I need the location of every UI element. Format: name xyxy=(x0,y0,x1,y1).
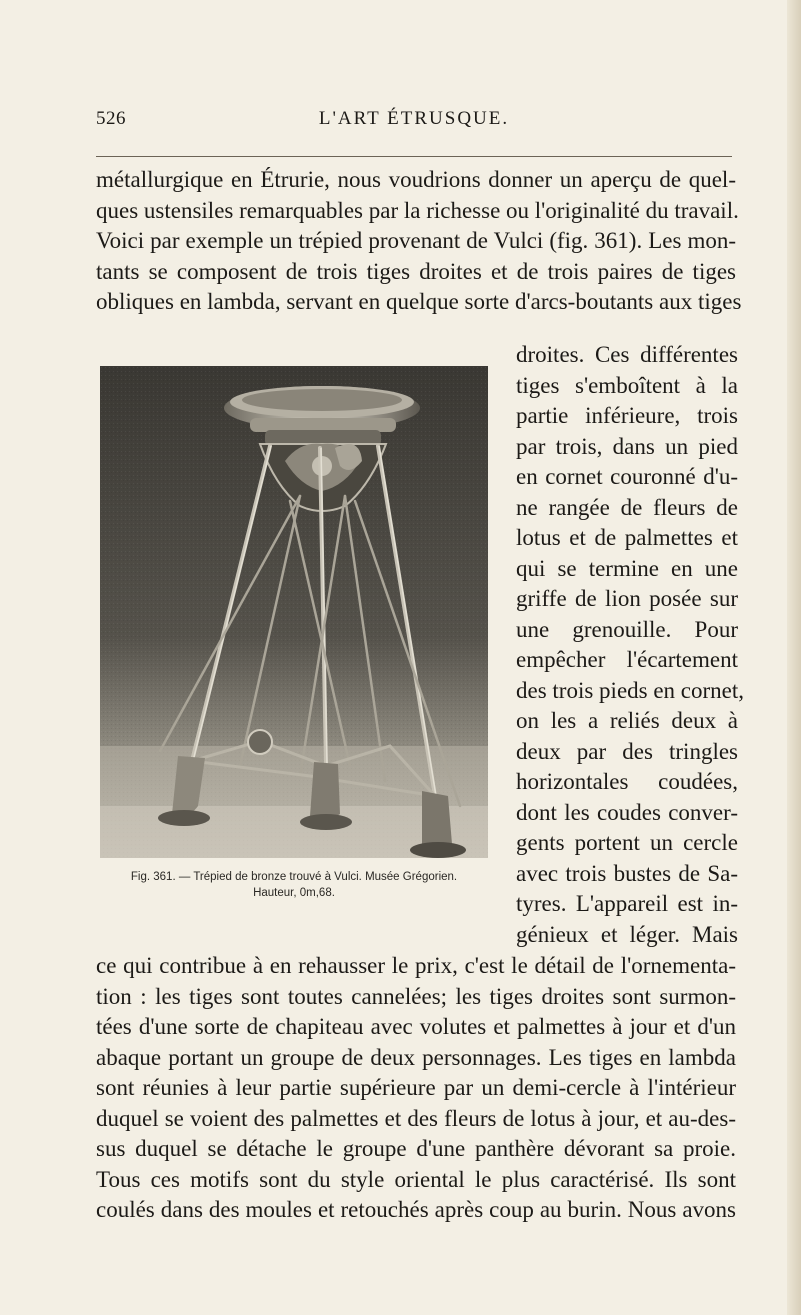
text-line: duquel se voient des palmettes et des fleurs de lotus à jour, et au-des- xyxy=(96,1105,736,1131)
text-line: Voici par exemple un trépied provenant de Vulci (fig. 361). Les mon- xyxy=(96,228,736,253)
text-line: tiges s'emboîtent à la xyxy=(516,372,738,398)
text-line: dont les coudes conver- xyxy=(516,799,738,825)
text-line: en cornet couronné d'u- xyxy=(516,464,738,489)
text-line: ce qui contribue à en rehausser le prix, c'est le détail de l'ornementa- xyxy=(96,953,736,978)
header-rule xyxy=(96,156,732,157)
text-line: Tous ces motifs sont du style oriental le plus caractérisé. Ils sont xyxy=(96,1166,736,1192)
text-line: sus duquel se détache le groupe d'une panthère dévorant sa proie. xyxy=(96,1136,736,1161)
text-line: génieux et léger. Mais xyxy=(516,921,738,947)
text-line: on les a reliés deux à xyxy=(516,708,738,733)
text-line: tées d'une sorte de chapiteau avec volutes et palmettes à jour et d'un xyxy=(96,1014,736,1039)
text-line: partie inférieure, trois xyxy=(516,403,738,428)
text-line: lotus et de palmettes et xyxy=(516,525,738,550)
paragraph-bottom xyxy=(96,951,736,1226)
text-line: ne rangée de fleurs de xyxy=(516,494,738,520)
text-line: gents portent un cercle xyxy=(516,830,738,855)
text-line: métallurgique en Étrurie, nous voudrions donner un aperçu de quel- xyxy=(96,167,736,192)
page-header xyxy=(96,108,732,138)
text-line: qui se termine en une xyxy=(516,555,738,581)
text-line: tyres. L'appareil est in- xyxy=(516,891,738,916)
figure-caption xyxy=(96,869,492,901)
tripod-figure xyxy=(100,366,488,858)
text-line: abaque portant un groupe de deux personnages. Les tiges en lambda xyxy=(96,1044,736,1070)
text-line: par trois, dans un pied xyxy=(516,433,738,459)
running-title: L'ART ÉTRUSQUE. xyxy=(318,108,510,129)
caption-height: Hauteur, 0m,68. xyxy=(253,887,335,899)
page-number: 526 xyxy=(96,108,126,129)
page-edge xyxy=(787,0,801,1315)
text-line: griffe de lion posée sur xyxy=(516,586,738,611)
text-line: des trois pieds en cornet, xyxy=(516,677,745,703)
text-line: tion : les tiges sont toutes cannelées; les tiges droites sont surmon- xyxy=(96,983,736,1009)
paragraph-top xyxy=(96,165,742,318)
text-line: tants se composent de trois tiges droites et de trois paires de tiges xyxy=(96,258,736,284)
text-line: coulés dans des moules et retouchés après coup au burin. Nous avons xyxy=(96,1197,736,1222)
text-line: deux par des tringles xyxy=(516,738,738,764)
text-line: une grenouille. Pour xyxy=(516,616,738,642)
text-line: empêcher l'écartement xyxy=(516,647,738,672)
text-line: droites. Ces différentes xyxy=(516,342,738,367)
caption-title: Fig. 361. — Trépied de bronze trouvé à Vulci. Musée Grégorien. xyxy=(130,871,458,883)
tripod-photo xyxy=(100,366,488,858)
text-line: ques ustensiles remarquables par la richesse ou l'originalité du travail. xyxy=(96,197,739,223)
paragraph-side xyxy=(516,340,745,950)
text-line: sont réunies à leur partie supérieure par un demi-cercle à l'intérieur xyxy=(96,1075,736,1100)
text-line: avec trois bustes de Sa- xyxy=(516,860,738,886)
text-line: horizontales coudées, xyxy=(516,769,738,794)
text-line: obliques en lambda, servant en quelque sorte d'arcs-boutants aux tiges xyxy=(96,289,742,314)
